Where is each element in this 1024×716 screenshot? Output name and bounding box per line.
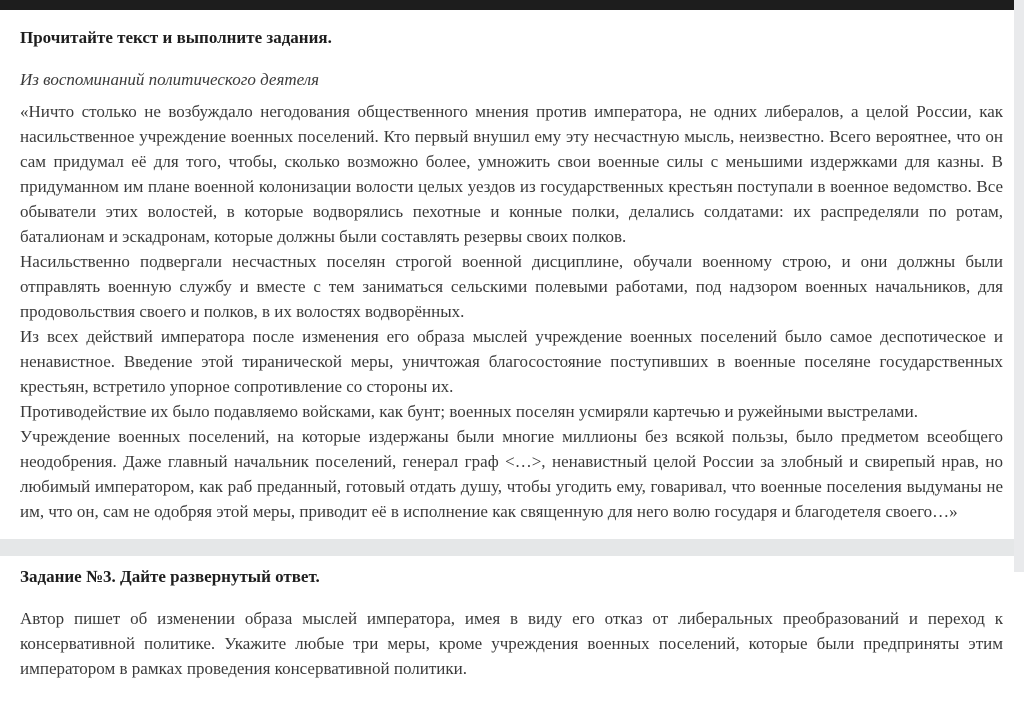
section-separator <box>0 539 1024 556</box>
passage-source-line: Из воспоминаний политического деятеля <box>20 70 320 89</box>
instruction-heading: Прочитайте текст и выполните задания. <box>20 28 332 47</box>
task-heading: Задание №3. Дайте развернутый ответ. <box>20 567 320 586</box>
task-body-text: Автор пишет об изменении образа мыслей императора, имея в виду его отказ от либеральных преобразований и переход к консервативной политике. Укажите любые три меры, кроме учреждения военных поселений, которые были предприняты этим императором в рамках проведения консервативной политики. <box>20 609 1003 678</box>
passage-paragraph: Из всех действий императора после изменения его образа мыслей учреждение военных поселений было самое деспотическое и ненавистное. Введение этой тиранической меры, уничтожая благосостояние поступивших в военные поселяне государственных крестьян, встретило упорное сопротивление со стороны их. <box>20 327 1003 396</box>
passage-paragraph: Противодействие их было подавляемо войсками, как бунт; военных поселян усмиряли картечью и ружейными выстрелами. <box>20 402 918 421</box>
scrollbar-track[interactable] <box>1014 0 1024 572</box>
top-window-bar <box>0 0 1024 10</box>
task-section <box>0 556 1024 681</box>
passage-paragraph: «Ничто столько не возбуждало негодования общественного мнения против императора, не одних либералов, а целой России, как насильственное учреждение военных поселений. Кто первый внушил ему эту несчастную мысль, неизвестно. Всего вероятнее, что он сам придумал её для того, чтобы, сколько возможно более, умножить свои военные силы с меньшими издержками для казны. В придуманном им плане военной колонизации волости целых уездов из государственных крестьян поступали в военное ведомство. Все обыватели этих волостей, в которые водворялись пехотные и конные полки, делались солдатами: их распределяли по ротам, баталионам и эскадронам, которые должны были составлять резервы своих полков. <box>20 102 1003 246</box>
passage-text <box>20 99 1003 524</box>
passage-section <box>0 10 1024 539</box>
passage-paragraph: Учреждение военных поселений, на которые издержаны были многие миллионы без всякой пользы, было предметом всеобщего неодобрения. Даже главный начальник поселений, генерал граф <…>, ненавистный целой России за злобный и свирепый нрав, но любимый императором, как раб преданный, готовый отдать душу, чтобы угодить ему, говаривал, что военные поселения выдуманы не им, что он, сам не одобряя этой меры, приводит её в исполнение как священную для него волю государя и благодетеля своего…» <box>20 427 1003 521</box>
passage-paragraph: Насильственно подвергали несчастных поселян строгой военной дисциплине, обучали военному строю, и они должны были отправлять военную службу и вместе с тем заниматься сельскими полевыми работами, под надзором военных начальников, для продовольствия своего и полков, в их волостях водворённых. <box>20 252 1003 321</box>
